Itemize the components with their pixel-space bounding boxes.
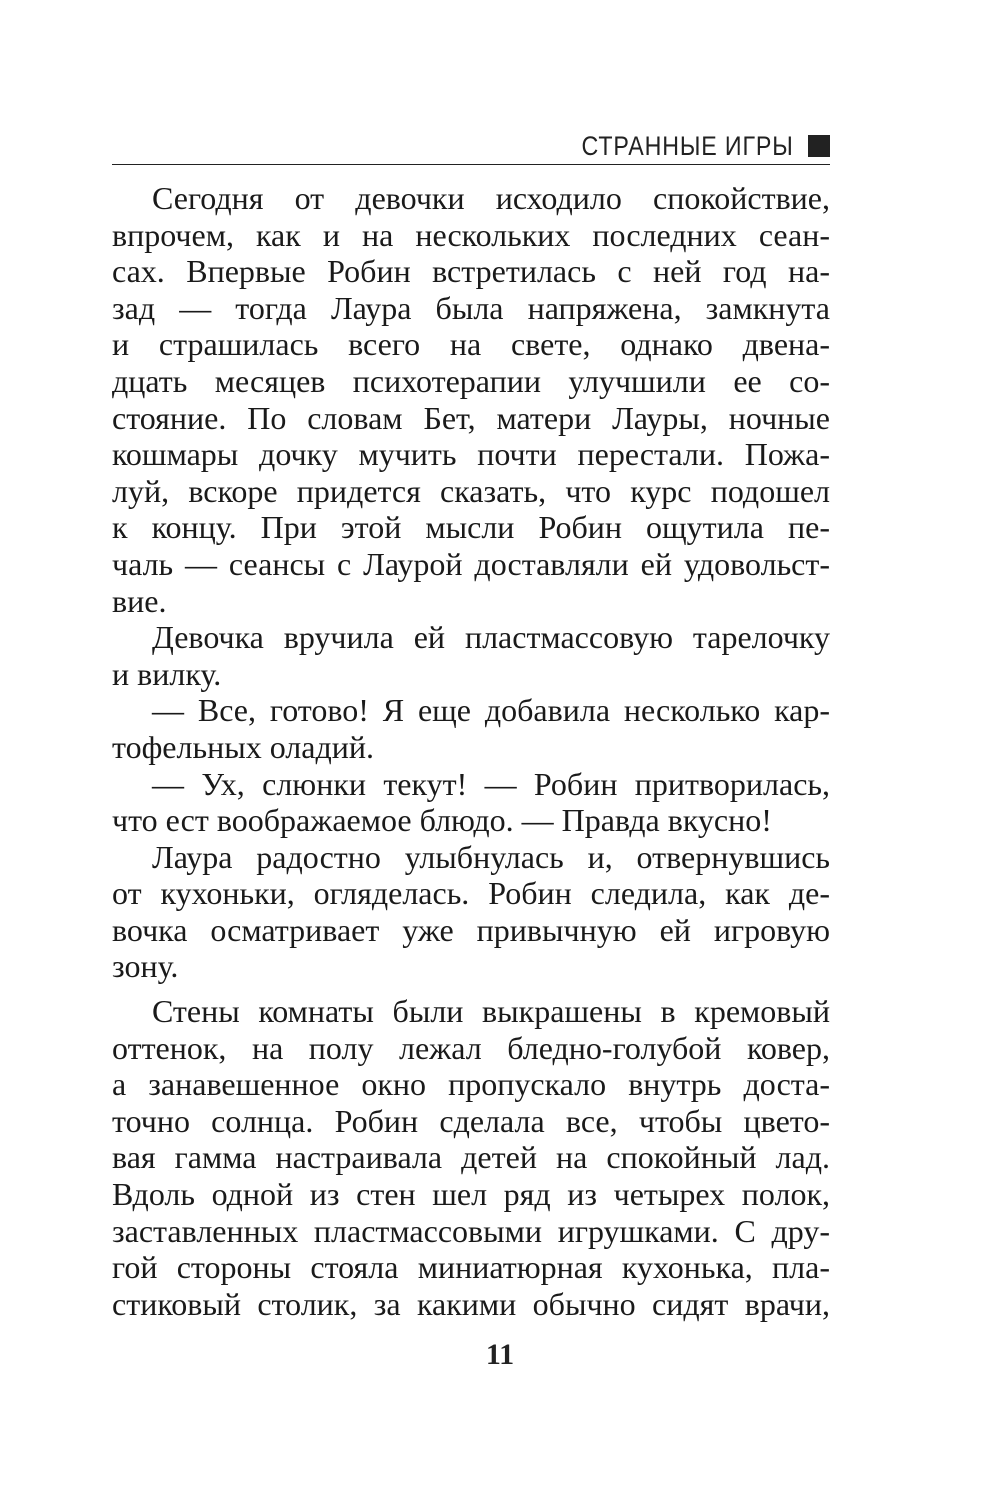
text-line: и вилку. bbox=[112, 655, 222, 692]
text-line: и страшилась всего на свете, однако двена- bbox=[112, 326, 830, 363]
text-line: сах. Впервые Робин встретилась с ней год на- bbox=[112, 253, 830, 290]
text-line: зад — тогда Лаура была напряжена, замкнута bbox=[112, 289, 830, 326]
text-line: а занавешенное окно пропускало внутрь доста- bbox=[112, 1066, 830, 1103]
text-line: дцать месяцев психотерапии улучшили ее со- bbox=[112, 362, 830, 399]
text-line: Лаура радостно улыбнулась и, отвернувшись bbox=[152, 838, 830, 875]
text-line: Девочка вручила ей пластмассовую тарелочку bbox=[152, 619, 830, 656]
chapter-title: СТРАННЫЕ ИГРЫ bbox=[581, 130, 794, 161]
text-line: вая гамма настраивала детей на спокойный лад. bbox=[112, 1139, 830, 1176]
text-line: тофельных оладий. bbox=[112, 728, 374, 765]
text-line: заставленных пластмассовыми игрушками. С дру- bbox=[112, 1212, 830, 1249]
text-line: к концу. При этой мысли Робин ощутила пе- bbox=[112, 509, 830, 546]
text-line: стояние. По словам Бет, матери Лауры, ночные bbox=[112, 399, 830, 436]
text-line: вие. bbox=[112, 582, 167, 619]
text-line: — Ух, слюнки текут! — Робин притворилась, bbox=[152, 765, 830, 802]
text-line: луй, вскоре придется сказать, что курс подошел bbox=[112, 472, 830, 509]
text-line: зону. bbox=[112, 948, 179, 985]
text-line: Вдоль одной из стен шел ряд из четырех полок, bbox=[112, 1176, 830, 1213]
text-line: кошмары дочку мучить почти перестали. Пожа- bbox=[112, 436, 830, 473]
text-line: оттенок, на полу лежал бледно-голубой ковер, bbox=[112, 1029, 830, 1066]
text-line: что ест воображаемое блюдо. — Правда вкусно! bbox=[112, 802, 772, 839]
text-line: вочка осматривает уже привычную ей игровую bbox=[112, 911, 830, 948]
square-ornament-icon bbox=[808, 135, 830, 157]
paragraph-gap bbox=[112, 985, 830, 993]
text-line: точно солнца. Робин сделала все, чтобы цвето- bbox=[112, 1102, 830, 1139]
text-line: Сегодня от девочки исходило спокойствие, bbox=[152, 180, 830, 216]
text-line: гой стороны стояла миниатюрная кухонька, пла- bbox=[112, 1249, 830, 1286]
page-number: 11 bbox=[485, 1338, 515, 1371]
running-header bbox=[112, 128, 830, 165]
text-line: чаль — сеансы с Лаурой доставляли ей удовольст- bbox=[112, 545, 830, 582]
text-line: Стены комнаты были выкрашены в кремовый bbox=[152, 993, 830, 1030]
text-line: впрочем, как и на нескольких последних сеан- bbox=[112, 216, 830, 253]
text-line: — Все, готово! Я еще добавила несколько кар- bbox=[152, 692, 830, 729]
text-line: от кухоньки, огляделась. Робин следила, как де- bbox=[112, 875, 830, 912]
page-body bbox=[112, 180, 830, 1322]
text-line: стиковый столик, за какими обычно сидят врачи, bbox=[112, 1285, 830, 1322]
